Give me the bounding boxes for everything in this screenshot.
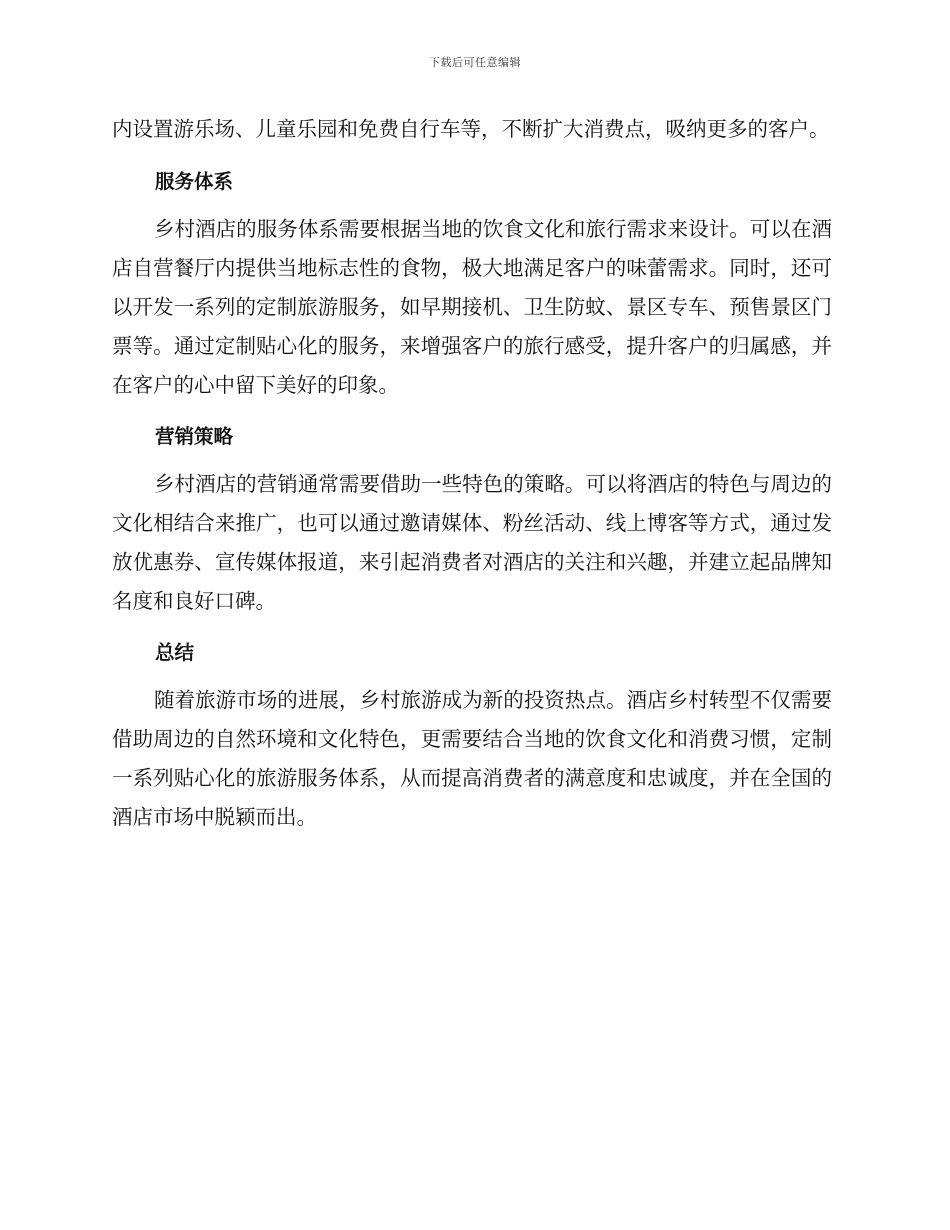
- section-heading-service: 服务体系: [155, 170, 234, 193]
- document-body: [112, 110, 832, 837]
- section-heading-marketing: 营销策略: [155, 425, 234, 448]
- section-body-summary: 随着旅游市场的进展，乡村旅游成为新的投资热点。酒店乡村转型不仅需要借助周边的自然环境和文化特色，更需要结合当地的饮食文化和消费习惯，定制一系列贴心化的旅游服务体系，从而提高消费者的满意度和忠诚度，并在全国的酒店市场中脱颖而出。: [112, 688, 832, 829]
- section-body-marketing: 乡村酒店的营销通常需要借助一些特色的策略。可以将酒店的特色与周边的文化相结合来推广，也可以通过邀请媒体、粉丝活动、线上博客等方式，通过发放优惠券、宣传媒体报道，来引起消费者对酒店的关注和兴趣，并建立起品牌知名度和良好口碑。: [112, 472, 832, 613]
- section-body-service: 乡村酒店的服务体系需要根据当地的饮食文化和旅行需求来设计。可以在酒店自营餐厅内提供当地标志性的食物，极大地满足客户的味蕾需求。同时，还可以开发一系列的定制旅游服务，如早期接机、卫生防蚊、景区专车、预售景区门票等。通过定制贴心化的服务，来增强客户的旅行感受，提升客户的归属感，并在客户的心中留下美好的印象。: [112, 217, 832, 397]
- page-header: 下载后可任意编辑: [429, 56, 521, 69]
- section-heading-summary: 总结: [155, 641, 195, 664]
- intro-paragraph: 内设置游乐场、儿童乐园和免费自行车等，不断扩大消费点，吸纳更多的客户。: [112, 117, 830, 141]
